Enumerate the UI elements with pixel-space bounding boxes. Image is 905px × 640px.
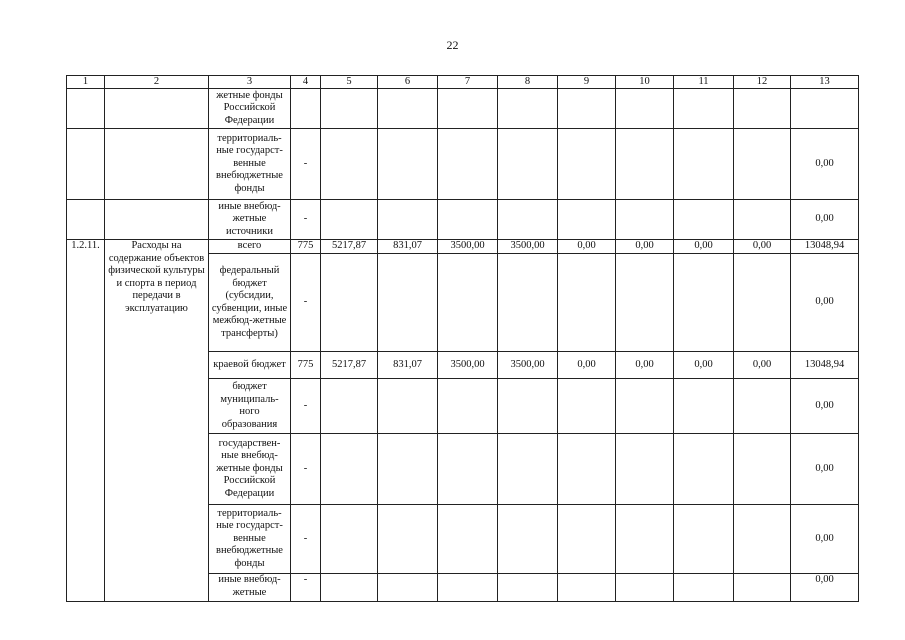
cell — [734, 200, 791, 240]
page-number: 22 — [446, 38, 459, 52]
table-row — [67, 200, 859, 240]
cell — [498, 434, 558, 505]
column-header: 4 — [291, 76, 321, 89]
cell — [321, 505, 378, 574]
cell — [674, 574, 734, 602]
cell — [734, 505, 791, 574]
funding-source-cell: жетные фонды Российской Федерации — [209, 89, 291, 129]
cell — [321, 129, 378, 200]
cell — [498, 129, 558, 200]
cell — [674, 200, 734, 240]
cell: 0,00 — [674, 352, 734, 379]
cell: 0,00 — [674, 240, 734, 254]
total-cell: 0,00 — [791, 129, 859, 200]
cell — [321, 254, 378, 352]
cell: 3500,00 — [498, 352, 558, 379]
cell: - — [291, 200, 321, 240]
cell — [67, 129, 105, 200]
cell: - — [291, 574, 321, 602]
cell: 775 — [291, 240, 321, 254]
cell: - — [291, 254, 321, 352]
column-header: 7 — [438, 76, 498, 89]
total-cell — [791, 89, 859, 129]
cell: 3500,00 — [438, 352, 498, 379]
cell — [105, 129, 209, 200]
column-header: 13 — [791, 76, 859, 89]
budget-table — [66, 75, 859, 602]
cell: 0,00 — [734, 240, 791, 254]
cell — [616, 434, 674, 505]
cell — [105, 89, 209, 129]
cell — [378, 200, 438, 240]
cell — [498, 574, 558, 602]
column-header: 10 — [616, 76, 674, 89]
cell — [674, 379, 734, 434]
cell — [378, 129, 438, 200]
cell — [321, 574, 378, 602]
column-header: 8 — [498, 76, 558, 89]
cell — [498, 200, 558, 240]
column-header: 3 — [209, 76, 291, 89]
cell — [616, 129, 674, 200]
funding-source-cell: всего — [209, 240, 291, 254]
cell — [674, 434, 734, 505]
cell — [378, 254, 438, 352]
cell — [105, 200, 209, 240]
cell — [616, 505, 674, 574]
funding-source-cell: территориаль-ные государст-венные внебюджетные фонды — [209, 505, 291, 574]
cell — [378, 574, 438, 602]
total-cell: 0,00 — [791, 574, 859, 602]
item-name-cell: Расходы на содержание объектов физической культуры и спорта в период передачи в эксплуатацию — [105, 240, 209, 602]
cell: 5217,87 — [321, 352, 378, 379]
cell: 3500,00 — [438, 240, 498, 254]
cell — [734, 89, 791, 129]
cell: - — [291, 379, 321, 434]
cell: - — [291, 505, 321, 574]
column-header: 11 — [674, 76, 734, 89]
cell — [378, 434, 438, 505]
cell — [674, 89, 734, 129]
cell — [616, 89, 674, 129]
cell — [438, 434, 498, 505]
cell — [321, 89, 378, 129]
cell — [558, 254, 616, 352]
cell — [67, 89, 105, 129]
cell — [558, 129, 616, 200]
funding-source-cell: территориаль-ные государст-венные внебюджетные фонды — [209, 129, 291, 200]
cell — [498, 254, 558, 352]
cell — [616, 200, 674, 240]
cell: 775 — [291, 352, 321, 379]
cell — [438, 574, 498, 602]
cell — [558, 574, 616, 602]
cell — [734, 129, 791, 200]
cell — [616, 379, 674, 434]
funding-source-cell: федеральный бюджет (субсидии, субвенции, иные межбюд-жетные трансферты) — [209, 254, 291, 352]
cell — [378, 89, 438, 129]
column-number-row — [67, 76, 859, 89]
cell — [438, 254, 498, 352]
cell — [558, 434, 616, 505]
funding-source-cell: краевой бюджет — [209, 352, 291, 379]
table-row — [67, 89, 859, 129]
cell — [674, 505, 734, 574]
cell: 0,00 — [616, 240, 674, 254]
cell — [498, 505, 558, 574]
total-cell: 0,00 — [791, 200, 859, 240]
cell — [674, 129, 734, 200]
cell — [558, 505, 616, 574]
cell — [438, 129, 498, 200]
cell: 0,00 — [734, 352, 791, 379]
total-cell: 0,00 — [791, 379, 859, 434]
column-header: 9 — [558, 76, 616, 89]
column-header: 5 — [321, 76, 378, 89]
cell — [558, 89, 616, 129]
funding-source-cell: государствен-ные внебюд-жетные фонды Российской Федерации — [209, 434, 291, 505]
cell — [674, 254, 734, 352]
column-header: 1 — [67, 76, 105, 89]
cell: 831,07 — [378, 240, 438, 254]
cell — [438, 505, 498, 574]
item-number-cell: 1.2.11. — [67, 240, 105, 602]
cell — [378, 379, 438, 434]
cell — [378, 505, 438, 574]
funding-source-cell: бюджет муниципаль-ного образования — [209, 379, 291, 434]
total-cell: 0,00 — [791, 254, 859, 352]
cell — [734, 379, 791, 434]
cell — [291, 89, 321, 129]
cell — [67, 200, 105, 240]
cell — [438, 89, 498, 129]
funding-source-cell: иные внебюд-жетные — [209, 574, 291, 602]
column-header: 2 — [105, 76, 209, 89]
cell — [438, 379, 498, 434]
cell: - — [291, 434, 321, 505]
column-header: 6 — [378, 76, 438, 89]
total-cell: 0,00 — [791, 505, 859, 574]
total-cell: 13048,94 — [791, 352, 859, 379]
column-header: 12 — [734, 76, 791, 89]
cell — [734, 574, 791, 602]
cell — [321, 434, 378, 505]
cell: 831,07 — [378, 352, 438, 379]
cell: 0,00 — [558, 352, 616, 379]
cell — [438, 200, 498, 240]
funding-source-cell: иные внебюд-жетные источники — [209, 200, 291, 240]
cell: 5217,87 — [321, 240, 378, 254]
cell: 0,00 — [558, 240, 616, 254]
table-row — [67, 129, 859, 200]
total-cell: 13048,94 — [791, 240, 859, 254]
cell: - — [291, 129, 321, 200]
table-row — [67, 240, 859, 254]
cell — [734, 254, 791, 352]
cell — [734, 434, 791, 505]
cell: 3500,00 — [498, 240, 558, 254]
cell — [498, 89, 558, 129]
cell — [321, 379, 378, 434]
cell — [498, 379, 558, 434]
cell — [558, 200, 616, 240]
cell — [616, 574, 674, 602]
cell — [321, 200, 378, 240]
cell — [616, 254, 674, 352]
total-cell: 0,00 — [791, 434, 859, 505]
cell: 0,00 — [616, 352, 674, 379]
cell — [558, 379, 616, 434]
